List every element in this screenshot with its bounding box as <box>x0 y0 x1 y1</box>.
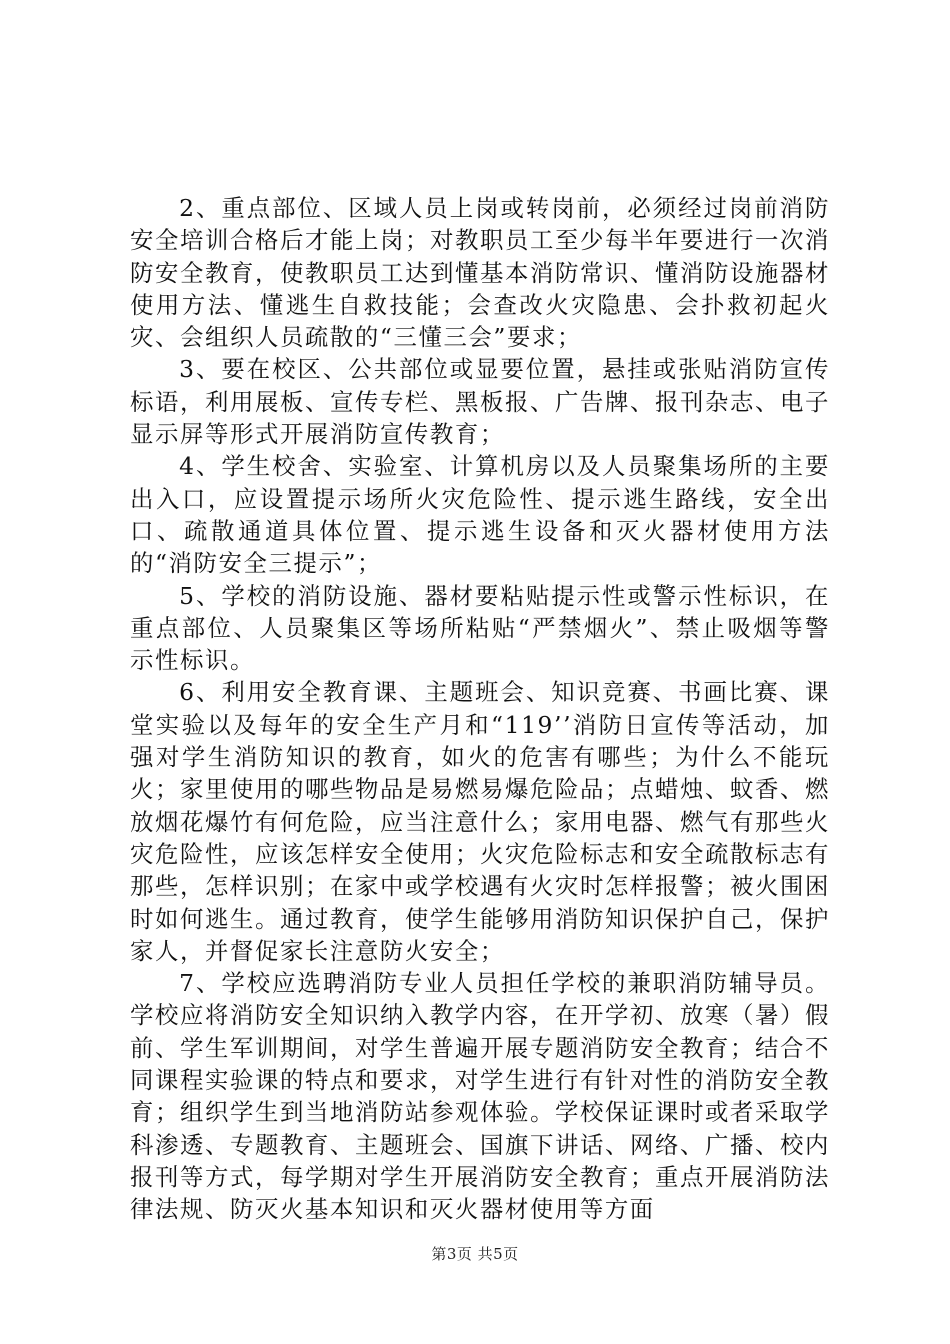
paragraph-item-6: 6、利用安全教育课、主题班会、知识竞赛、书画比赛、课堂实验以及每年的安全生产月和“119’’消防日宣传等活动，加强对学生消防知识的教育，如火的危害有哪些；为什么不能玩火；家里使用的哪些物品是易燃易爆危险品；点蜡烛、蚊香、燃放烟花爆竹有何危险，应当注意什么；家用电器、燃气有那些火灾危险性，应该怎样安全使用；火灾危险标志和安全疏散标志有那些，怎样识别；在家中或学校遇有火灾时怎样报警；被火围困时如何逃生。通过教育，使学生能够用消防知识保护自己，保护家人，并督促家长注意防火安全； <box>130 678 830 965</box>
paragraph-item-5: 5、学校的消防设施、器材要粘贴提示性或警示性标识，在重点部位、人员聚集区等场所粘贴“严禁烟火”、禁止吸烟等警示性标识。 <box>130 581 830 675</box>
page-footer <box>0 1244 950 1264</box>
paragraph-item-4: 4、学生校舍、实验室、计算机房以及人员聚集场所的主要出入口，应设置提示场所火灾危险性、提示逃生路线，安全出口、疏散通道具体位置、提示逃生设备和灭火器材使用方法的“消防安全三提示”； <box>130 452 830 578</box>
paragraph-item-3: 3、要在校区、公共部位或显要位置，悬挂或张贴消防宣传标语，利用展板、宣传专栏、黑板报、广告牌、报刊杂志、电子显示屏等形式开展消防宣传教育； <box>130 355 830 449</box>
paragraph-item-7: 7、学校应选聘消防专业人员担任学校的兼职消防辅导员。学校应将消防安全知识纳入教学内容，在开学初、放寒（暑）假前、学生军训期间，对学生普遍开展专题消防安全教育；结合不同课程实验课的特点和要求，对学生进行有针对性的消防安全教育；组织学生到当地消防站参观体验。学校保证课时或者采取学科渗透、专题教育、主题班会、国旗下讲话、网络、广播、校内报刊等方式，每学期对学生开展消防安全教育；重点开展消防法律法规、防灭火基本知识和灭火器材使用等方面 <box>130 969 830 1224</box>
document-body <box>130 192 830 1226</box>
paragraph-item-2: 2、重点部位、区域人员上岗或转岗前，必须经过岗前消防安全培训合格后才能上岗；对教职员工至少每半年要进行一次消防安全教育，使教职员工达到懂基本消防常识、懂消防设施器材使用方法、懂逃生自救技能；会查改火灾隐患、会扑救初起火灾、会组织人员疏散的“三懂三会”要求； <box>130 194 830 352</box>
page-number: 第3页 共5页 <box>431 1245 519 1263</box>
